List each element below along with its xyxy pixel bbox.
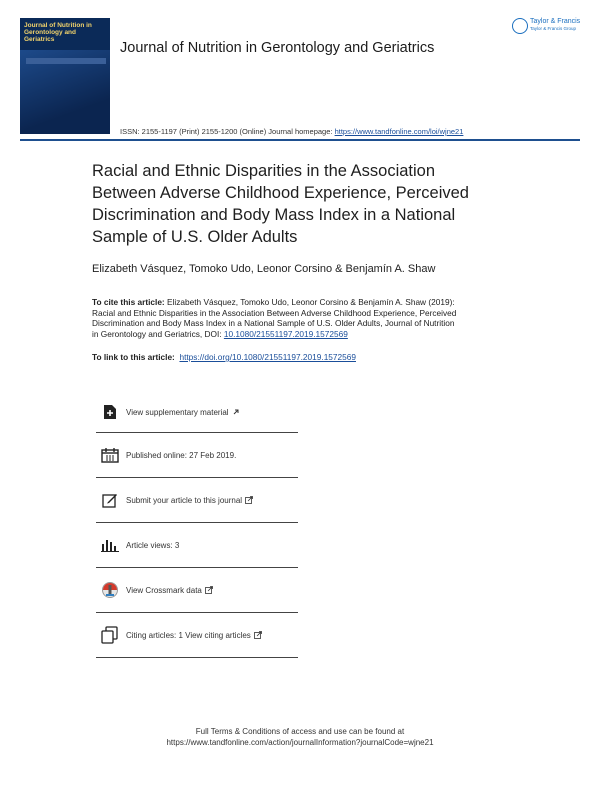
doi-link[interactable]: 10.1080/21551197.2019.1572569 bbox=[223, 328, 348, 339]
journal-cover-image bbox=[20, 18, 110, 134]
action-label: Published online: 27 Feb 2019. bbox=[126, 450, 237, 460]
publisher-logo-subtext: Taylor & Francis Group bbox=[530, 26, 577, 31]
title-line: Sample of U.S. Older Adults bbox=[92, 228, 298, 246]
action-label: Submit your article to this journal bbox=[126, 495, 243, 505]
publisher-logo-icon bbox=[512, 18, 528, 34]
title-line: Between Adverse Childhood Experience, Perceived bbox=[92, 184, 469, 202]
action-view-crossmark[interactable] bbox=[96, 568, 298, 613]
action-label: View Crossmark data bbox=[126, 585, 202, 595]
citing-icon bbox=[98, 623, 122, 647]
action-label: Article views: 3 bbox=[126, 540, 180, 550]
header-divider bbox=[20, 139, 580, 141]
publisher-logo[interactable] bbox=[510, 16, 586, 40]
cite-label: To cite this article: bbox=[92, 297, 165, 307]
calendar-icon bbox=[98, 443, 122, 467]
footer-url[interactable]: https://www.tandfonline.com/action/journalInformation?journalCode=wjne21 bbox=[166, 738, 434, 747]
article-actions-list bbox=[96, 392, 298, 658]
action-label: View supplementary material bbox=[126, 407, 229, 417]
link-to-article bbox=[92, 352, 356, 362]
bar-chart-icon bbox=[98, 533, 122, 557]
publisher-logo-text: Taylor & Francis bbox=[530, 18, 581, 25]
action-submit-article[interactable] bbox=[96, 478, 298, 523]
cite-line: in Gerontology and Geriatrics, DOI: bbox=[92, 328, 224, 339]
issn-line bbox=[120, 127, 463, 136]
title-line: Racial and Ethnic Disparities in the Association bbox=[92, 162, 436, 180]
article-url-link[interactable]: https://doi.org/10.1080/21551197.2019.1572569 bbox=[179, 352, 356, 362]
cite-line: Elizabeth Vásquez, Tomoko Udo, Leonor Corsino & Benjamín A. Shaw (2019): bbox=[164, 297, 455, 307]
article-authors: Elizabeth Vásquez, Tomoko Udo, Leonor Corsino & Benjamín A. Shaw bbox=[92, 263, 436, 275]
terms-footer bbox=[0, 726, 600, 748]
action-published-online bbox=[96, 433, 298, 478]
citation-block bbox=[92, 297, 522, 339]
cover-title: Journal of Nutrition in Gerontology and Geriatrics bbox=[24, 22, 92, 43]
external-link-icon bbox=[205, 586, 213, 594]
link-label: To link to this article: bbox=[92, 352, 175, 362]
title-line: Discrimination and Body Mass Index in a National bbox=[92, 206, 456, 224]
journal-name: Journal of Nutrition in Gerontology and Geriatrics bbox=[120, 40, 435, 56]
action-view-supplementary[interactable] bbox=[96, 392, 298, 433]
supplementary-icon bbox=[98, 400, 122, 424]
issn-text: ISSN: 2155-1197 (Print) 2155-1200 (Online) Journal homepage: bbox=[120, 127, 335, 136]
external-link-icon bbox=[245, 496, 253, 504]
action-label: Citing articles: 1 View citing articles bbox=[126, 630, 251, 640]
action-article-views bbox=[96, 523, 298, 568]
external-arrow-icon bbox=[232, 408, 240, 416]
crossmark-icon bbox=[98, 578, 122, 602]
external-link-icon bbox=[254, 631, 262, 639]
journal-homepage-link[interactable]: https://www.tandfonline.com/loi/wjne21 bbox=[334, 127, 464, 136]
footer-line: Full Terms & Conditions of access and use can be found at bbox=[195, 727, 405, 736]
cite-line: Racial and Ethnic Disparities in the Association Between Adverse Childhood Experience, Perceived bbox=[92, 307, 457, 318]
cite-line: Discrimination and Body Mass Index in a National Sample of U.S. Older Adults, Journal of Nutrition bbox=[92, 318, 455, 329]
action-citing-articles[interactable] bbox=[96, 613, 298, 658]
edit-icon bbox=[98, 488, 122, 512]
article-title bbox=[92, 160, 522, 248]
